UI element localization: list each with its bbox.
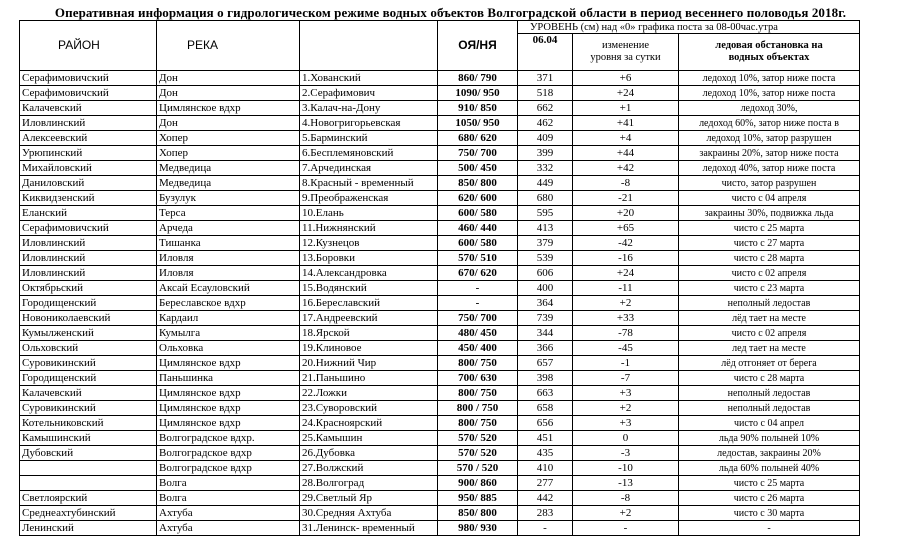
oya-nya-cell: 700/ 630: [438, 371, 518, 386]
oya-nya-cell: 500/ 450: [438, 161, 518, 176]
ice-cell: чисто с 25 марта: [679, 476, 860, 491]
ice-cell: ледоход 30%,: [679, 101, 860, 116]
district-cell: Иловлинский: [20, 251, 157, 266]
table-row: [20, 506, 860, 521]
level-cell: 344: [518, 326, 573, 341]
district-cell: Киквидзенский: [20, 191, 157, 206]
post-cell: 6.Бесплемяновский: [300, 146, 438, 161]
post-cell: 24.Красноярский: [300, 416, 438, 431]
table-row: [20, 161, 860, 176]
river-cell: Ахтуба: [157, 521, 300, 536]
post-cell: 28.Волгоград: [300, 476, 438, 491]
post-cell: 14.Александровка: [300, 266, 438, 281]
table-row: [20, 461, 860, 476]
district-cell: Котельниковский: [20, 416, 157, 431]
river-cell: Цимлянское вдхр: [157, 386, 300, 401]
ice-cell: чисто с 28 марта: [679, 371, 860, 386]
level-cell: 413: [518, 221, 573, 236]
river-cell: Медведица: [157, 161, 300, 176]
table-row: [20, 356, 860, 371]
level-cell: 366: [518, 341, 573, 356]
table-row: [20, 251, 860, 266]
district-cell: Суровикинский: [20, 356, 157, 371]
change-cell: -11: [573, 281, 679, 296]
district-cell: Ольховский: [20, 341, 157, 356]
district-cell: Ленинский: [20, 521, 157, 536]
ice-cell: ледостав, закраины 20%: [679, 446, 860, 461]
table-row: [20, 221, 860, 236]
level-cell: 606: [518, 266, 573, 281]
river-cell: Волгоградское вдхр: [157, 461, 300, 476]
river-header: РЕКА: [157, 21, 300, 71]
post-cell: 11.Нижнянский: [300, 221, 438, 236]
ice-cell: чисто, затор разрушен: [679, 176, 860, 191]
change-cell: -21: [573, 191, 679, 206]
oya-nya-cell: 950/ 885: [438, 491, 518, 506]
ice-header-line2: водных объектах: [728, 52, 810, 63]
level-cell: 680: [518, 191, 573, 206]
change-cell: +41: [573, 116, 679, 131]
change-header-line2: уровня за сутки: [590, 52, 661, 63]
oya-nya-cell: 570 / 520: [438, 461, 518, 476]
change-cell: +24: [573, 86, 679, 101]
ice-cell: ледоход 10%, затор ниже поста: [679, 71, 860, 86]
river-cell: Цимлянское вдхр: [157, 401, 300, 416]
table-row: [20, 236, 860, 251]
level-cell: 449: [518, 176, 573, 191]
table-row: [20, 401, 860, 416]
oya-nya-cell: 680/ 620: [438, 131, 518, 146]
oya-nya-cell: 900/ 860: [438, 476, 518, 491]
river-cell: Кумылга: [157, 326, 300, 341]
river-cell: Паньшинка: [157, 371, 300, 386]
river-cell: Арчеда: [157, 221, 300, 236]
change-cell: +2: [573, 401, 679, 416]
level-cell: 379: [518, 236, 573, 251]
page-title: Оперативная информация о гидрологическом режиме водных объектов Волгоградской области в период весеннего половодья 2018г.: [54, 5, 847, 20]
level-cell: 435: [518, 446, 573, 461]
change-cell: -1: [573, 356, 679, 371]
level-cell: 662: [518, 101, 573, 116]
river-cell: Волгоградское вдхр.: [157, 431, 300, 446]
change-cell: -: [573, 521, 679, 536]
level-cell: 332: [518, 161, 573, 176]
table-row: [20, 386, 860, 401]
post-cell: 31.Ленинск- временный: [300, 521, 438, 536]
oya-nya-cell: 910/ 850: [438, 101, 518, 116]
change-header-line1: изменение: [601, 40, 650, 51]
oya-nya-cell: -: [438, 281, 518, 296]
district-cell: Дубовский: [20, 446, 157, 461]
post-cell: 17.Андреевский: [300, 311, 438, 326]
ice-cell: ледоход 10%, затор разрушен: [679, 131, 860, 146]
change-cell: +1: [573, 101, 679, 116]
district-cell: Урюпинский: [20, 146, 157, 161]
ice-cell: чисто с 30 марта: [679, 506, 860, 521]
river-cell: Цимлянское вдхр: [157, 101, 300, 116]
oya-nya-header: ОЯ/НЯ: [438, 21, 518, 71]
district-cell: Серафимовичский: [20, 71, 157, 86]
post-cell: 30.Средняя Ахтуба: [300, 506, 438, 521]
hydro-table: [19, 20, 860, 536]
ice-cell: чисто с 28 марта: [679, 251, 860, 266]
table-row: [20, 116, 860, 131]
river-cell: Хопер: [157, 146, 300, 161]
river-cell: Терса: [157, 206, 300, 221]
oya-nya-cell: 800/ 750: [438, 416, 518, 431]
district-cell: Камышинский: [20, 431, 157, 446]
level-cell: -: [518, 521, 573, 536]
change-cell: -42: [573, 236, 679, 251]
ice-cell: неполный ледостав: [679, 296, 860, 311]
ice-cell: льда 60% полыней 40%: [679, 461, 860, 476]
table-row: [20, 266, 860, 281]
ice-header-line1: ледовая обстановка на: [715, 40, 823, 51]
district-cell: Калачевский: [20, 101, 157, 116]
ice-cell: чисто с 04 апрел: [679, 416, 860, 431]
level-cell: 398: [518, 371, 573, 386]
oya-nya-cell: 460/ 440: [438, 221, 518, 236]
table-row: [20, 371, 860, 386]
level-cell: 462: [518, 116, 573, 131]
post-cell: 20.Нижний Чир: [300, 356, 438, 371]
change-cell: -8: [573, 176, 679, 191]
ice-cell: закраины 30%, подвижка льда: [679, 206, 860, 221]
level-cell: 283: [518, 506, 573, 521]
post-header: [300, 21, 438, 71]
post-cell: 22.Ложки: [300, 386, 438, 401]
post-cell: 23.Суворовский: [300, 401, 438, 416]
level-cell: 371: [518, 71, 573, 86]
change-cell: 0: [573, 431, 679, 446]
post-cell: 1.Хованский: [300, 71, 438, 86]
district-cell: Даниловский: [20, 176, 157, 191]
level-cell: 595: [518, 206, 573, 221]
river-cell: Ольховка: [157, 341, 300, 356]
table-row: [20, 416, 860, 431]
header-row-top: [20, 21, 860, 34]
river-cell: Береславское вдхр: [157, 296, 300, 311]
post-cell: 2.Серафимович: [300, 86, 438, 101]
district-cell: [20, 476, 157, 491]
level-cell: 277: [518, 476, 573, 491]
level-cell: 451: [518, 431, 573, 446]
oya-nya-cell: 800/ 750: [438, 356, 518, 371]
change-cell: +42: [573, 161, 679, 176]
ice-header: [679, 34, 860, 71]
ice-cell: ледоход 60%, затор ниже поста в: [679, 116, 860, 131]
district-cell: Алексеевский: [20, 131, 157, 146]
district-cell: Суровикинский: [20, 401, 157, 416]
level-cell: 658: [518, 401, 573, 416]
level-cell: 442: [518, 491, 573, 506]
district-cell: Серафимовичский: [20, 86, 157, 101]
district-cell: Калачевский: [20, 386, 157, 401]
change-cell: -8: [573, 491, 679, 506]
date-header: 06.04: [518, 34, 573, 71]
table-row: [20, 281, 860, 296]
post-cell: 18.Ярской: [300, 326, 438, 341]
ice-cell: закраины 20%, затор ниже поста: [679, 146, 860, 161]
oya-nya-cell: 850/ 800: [438, 176, 518, 191]
river-cell: Иловля: [157, 251, 300, 266]
river-cell: Хопер: [157, 131, 300, 146]
district-cell: Городищенский: [20, 296, 157, 311]
post-cell: 26.Дубовка: [300, 446, 438, 461]
river-cell: Дон: [157, 71, 300, 86]
ice-cell: чисто с 23 марта: [679, 281, 860, 296]
oya-nya-cell: 750/ 700: [438, 146, 518, 161]
oya-nya-cell: 450/ 400: [438, 341, 518, 356]
post-cell: 25.Камышин: [300, 431, 438, 446]
level-cell: 410: [518, 461, 573, 476]
change-cell: -13: [573, 476, 679, 491]
ice-cell: чисто с 27 марта: [679, 236, 860, 251]
post-cell: 19.Клиновое: [300, 341, 438, 356]
ice-cell: чисто с 04 апреля: [679, 191, 860, 206]
post-cell: 7.Арчединская: [300, 161, 438, 176]
oya-nya-cell: 570/ 520: [438, 431, 518, 446]
ice-cell: лёд отгоняет от берега: [679, 356, 860, 371]
oya-nya-cell: 480/ 450: [438, 326, 518, 341]
level-cell: 399: [518, 146, 573, 161]
change-cell: -3: [573, 446, 679, 461]
ice-cell: ледоход 10%, затор ниже поста: [679, 86, 860, 101]
level-cell: 539: [518, 251, 573, 266]
change-cell: -16: [573, 251, 679, 266]
river-cell: Бузулук: [157, 191, 300, 206]
river-cell: Дон: [157, 86, 300, 101]
table-row: [20, 341, 860, 356]
change-cell: +2: [573, 506, 679, 521]
change-cell: +24: [573, 266, 679, 281]
oya-nya-cell: 800 / 750: [438, 401, 518, 416]
change-cell: -10: [573, 461, 679, 476]
river-cell: Дон: [157, 116, 300, 131]
river-cell: Волга: [157, 491, 300, 506]
oya-nya-cell: 620/ 600: [438, 191, 518, 206]
change-cell: -78: [573, 326, 679, 341]
ice-cell: лед тает на месте: [679, 341, 860, 356]
post-cell: 15.Водянский: [300, 281, 438, 296]
district-cell: Среднеахтубинский: [20, 506, 157, 521]
post-cell: 9.Преображенская: [300, 191, 438, 206]
table-row: [20, 431, 860, 446]
level-cell: 409: [518, 131, 573, 146]
ice-cell: -: [679, 521, 860, 536]
district-cell: Новониколаевский: [20, 311, 157, 326]
post-cell: 3.Калач-на-Дону: [300, 101, 438, 116]
ice-cell: чисто с 26 марта: [679, 491, 860, 506]
oya-nya-cell: 860/ 790: [438, 71, 518, 86]
table-row: [20, 206, 860, 221]
district-cell: Светлоярский: [20, 491, 157, 506]
change-cell: +3: [573, 386, 679, 401]
ice-cell: лёд тает на месте: [679, 311, 860, 326]
level-cell: 400: [518, 281, 573, 296]
table-row: [20, 476, 860, 491]
ice-cell: неполный ледостав: [679, 401, 860, 416]
river-cell: Ахтуба: [157, 506, 300, 521]
district-header: РАЙОН: [20, 21, 157, 71]
post-cell: 13.Боровки: [300, 251, 438, 266]
change-cell: -7: [573, 371, 679, 386]
ice-cell: неполный ледостав: [679, 386, 860, 401]
district-cell: Октябрьский: [20, 281, 157, 296]
post-cell: 5.Барминский: [300, 131, 438, 146]
district-cell: Михайловский: [20, 161, 157, 176]
oya-nya-cell: 670/ 620: [438, 266, 518, 281]
ice-cell: чисто с 25 марта: [679, 221, 860, 236]
level-cell: 656: [518, 416, 573, 431]
change-cell: +4: [573, 131, 679, 146]
table-row: [20, 191, 860, 206]
post-cell: 10.Елань: [300, 206, 438, 221]
district-cell: Серафимовичский: [20, 221, 157, 236]
post-cell: 27.Волжский: [300, 461, 438, 476]
change-cell: +2: [573, 296, 679, 311]
change-cell: +6: [573, 71, 679, 86]
district-cell: [20, 461, 157, 476]
river-cell: Цимлянское вдхр: [157, 416, 300, 431]
table-row: [20, 521, 860, 536]
level-cell: 364: [518, 296, 573, 311]
oya-nya-cell: 600/ 580: [438, 236, 518, 251]
oya-nya-cell: 850/ 800: [438, 506, 518, 521]
change-cell: +3: [573, 416, 679, 431]
ice-cell: ледоход 40%, затор ниже поста: [679, 161, 860, 176]
table-row: [20, 71, 860, 86]
table-row: [20, 176, 860, 191]
river-cell: Иловля: [157, 266, 300, 281]
level-cell: 518: [518, 86, 573, 101]
oya-nya-cell: 980/ 930: [438, 521, 518, 536]
post-cell: 8.Красный - временный: [300, 176, 438, 191]
level-cell: 663: [518, 386, 573, 401]
district-cell: Городищенский: [20, 371, 157, 386]
change-cell: -45: [573, 341, 679, 356]
table-row: [20, 101, 860, 116]
oya-nya-cell: 800/ 750: [438, 386, 518, 401]
district-cell: Иловлинский: [20, 266, 157, 281]
district-cell: Иловлинский: [20, 116, 157, 131]
table-row: [20, 131, 860, 146]
table-row: [20, 311, 860, 326]
table-row: [20, 446, 860, 461]
oya-nya-cell: 750/ 700: [438, 311, 518, 326]
oya-nya-cell: 1050/ 950: [438, 116, 518, 131]
post-cell: 16.Береславский: [300, 296, 438, 311]
river-cell: Кардаил: [157, 311, 300, 326]
oya-nya-cell: 600/ 580: [438, 206, 518, 221]
ice-cell: чисто с 02 апреля: [679, 326, 860, 341]
river-cell: Волгоградское вдхр: [157, 446, 300, 461]
change-cell: +20: [573, 206, 679, 221]
post-cell: 29.Светлый Яр: [300, 491, 438, 506]
oya-nya-cell: 570/ 510: [438, 251, 518, 266]
post-cell: 21.Паньшино: [300, 371, 438, 386]
district-cell: Кумылженский: [20, 326, 157, 341]
district-cell: Иловлинский: [20, 236, 157, 251]
oya-nya-cell: 570/ 520: [438, 446, 518, 461]
post-cell: 4.Новогригорьевская: [300, 116, 438, 131]
table-row: [20, 491, 860, 506]
table-row: [20, 326, 860, 341]
river-cell: Аксай Есауловский: [157, 281, 300, 296]
table-row: [20, 296, 860, 311]
post-cell: 12.Кузнецов: [300, 236, 438, 251]
level-cell: 739: [518, 311, 573, 326]
river-cell: Тишанка: [157, 236, 300, 251]
change-cell: +44: [573, 146, 679, 161]
level-cell: 657: [518, 356, 573, 371]
table-row: [20, 86, 860, 101]
ice-cell: чисто с 02 апреля: [679, 266, 860, 281]
change-cell: +33: [573, 311, 679, 326]
ice-cell: льда 90% полыней 10%: [679, 431, 860, 446]
change-cell: +65: [573, 221, 679, 236]
oya-nya-cell: -: [438, 296, 518, 311]
district-cell: Еланский: [20, 206, 157, 221]
change-header: [573, 34, 679, 71]
oya-nya-cell: 1090/ 950: [438, 86, 518, 101]
river-cell: Волга: [157, 476, 300, 491]
river-cell: Медведица: [157, 176, 300, 191]
table-row: [20, 146, 860, 161]
river-cell: Цимлянское вдхр: [157, 356, 300, 371]
level-header: УРОВЕНЬ (см) над «0» графика поста за 08-00час.утра: [518, 21, 860, 34]
